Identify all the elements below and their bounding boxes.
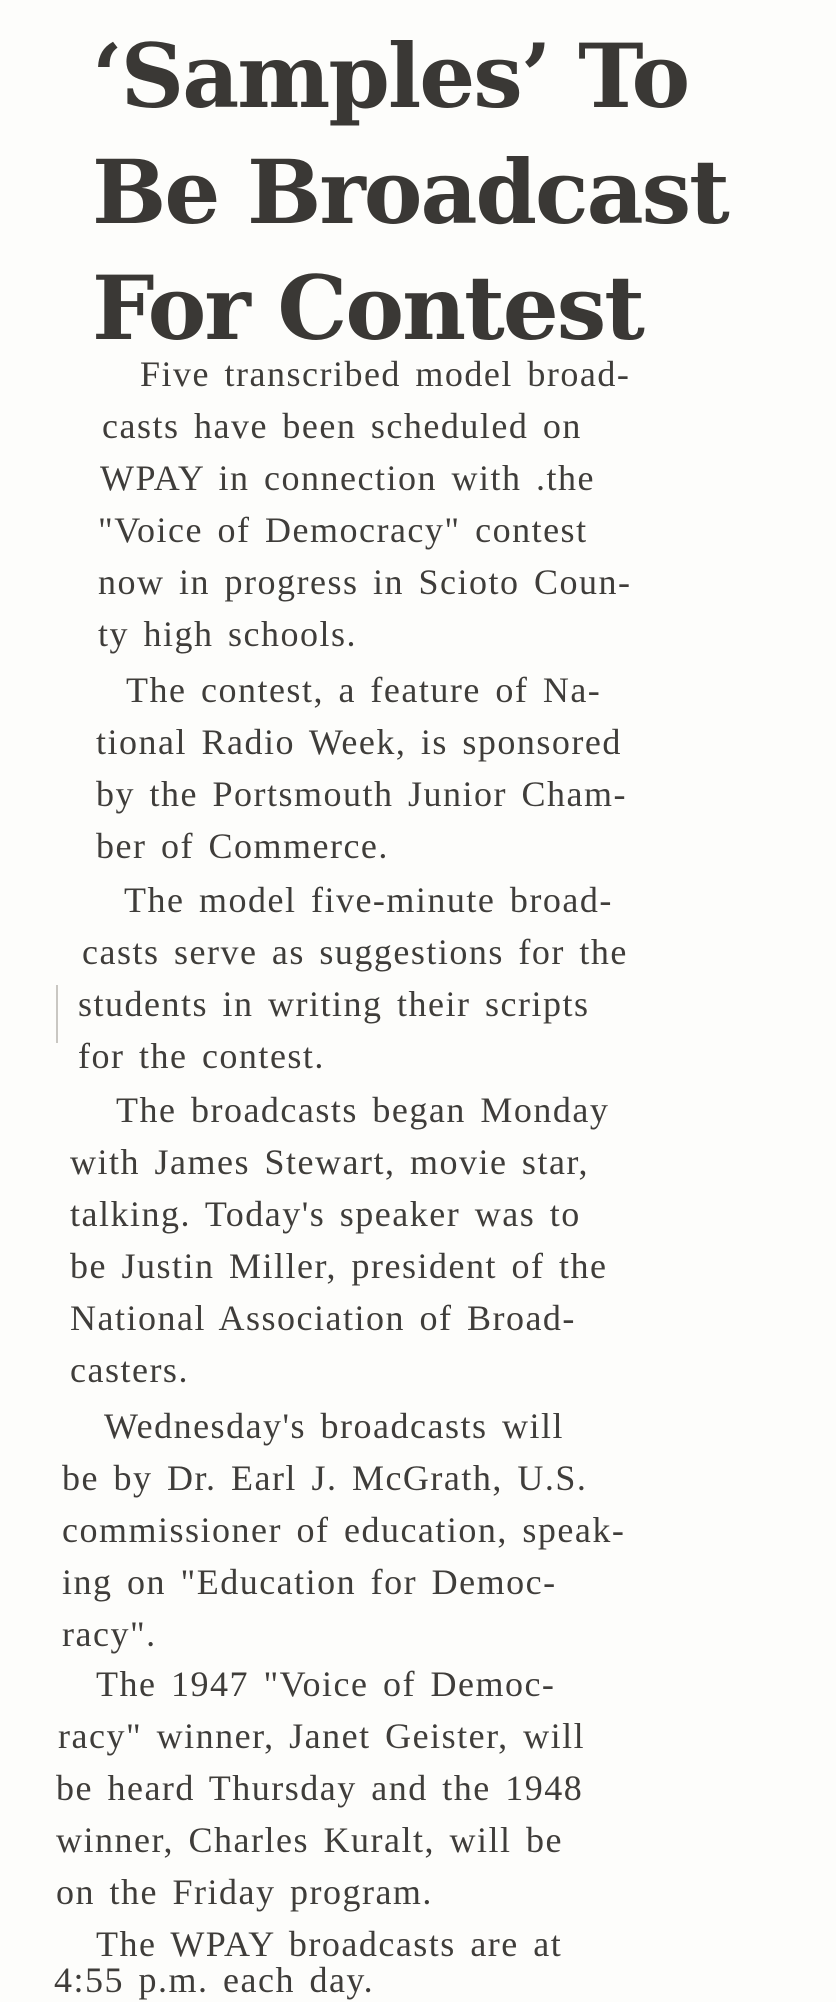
body-line: winner, Charles Kuralt, will be bbox=[56, 1820, 563, 1860]
body-line: be heard Thursday and the 1948 bbox=[56, 1768, 584, 1808]
headline bbox=[92, 18, 728, 366]
body-line: National Association of Broad- bbox=[70, 1298, 576, 1338]
headline-line: For Contest bbox=[92, 256, 643, 360]
body-line: racy" winner, Janet Geister, will bbox=[58, 1716, 586, 1756]
body-line: casts have been scheduled on bbox=[102, 406, 582, 446]
body-line: by the Portsmouth Junior Cham- bbox=[96, 774, 627, 814]
body-line: The WPAY broadcasts are at bbox=[96, 1924, 563, 1964]
body-line: students in writing their scripts bbox=[78, 984, 590, 1024]
body-line: talking. Today's speaker was to bbox=[70, 1194, 581, 1234]
body-line: be by Dr. Earl J. McGrath, U.S. bbox=[62, 1458, 588, 1498]
body-line: The model five-minute broad- bbox=[124, 880, 613, 920]
body-line: The contest, a feature of Na- bbox=[126, 670, 602, 710]
body-line: 4:55 p.m. each day. bbox=[54, 1960, 375, 2000]
body-line: tional Radio Week, is sponsored bbox=[96, 722, 622, 762]
body-line: commissioner of education, speak- bbox=[62, 1510, 626, 1550]
headline-line: ‘Samples’ To bbox=[92, 24, 689, 128]
body-line: for the contest. bbox=[78, 1036, 325, 1076]
body-line: "Voice of Democracy" contest bbox=[98, 510, 588, 550]
body-line: racy". bbox=[62, 1614, 157, 1654]
body-line: Five transcribed model broad- bbox=[140, 354, 631, 394]
body-line: ing on "Education for Democ- bbox=[62, 1562, 557, 1602]
body-line: ty high schools. bbox=[98, 614, 358, 654]
headline-line: Be Broadcast bbox=[92, 140, 728, 244]
body-line: now in progress in Scioto Coun- bbox=[98, 562, 632, 602]
body-line: casts serve as suggestions for the bbox=[82, 932, 628, 972]
body-line: with James Stewart, movie star, bbox=[70, 1142, 589, 1182]
body-line: Wednesday's broadcasts will bbox=[104, 1406, 564, 1446]
body-line: on the Friday program. bbox=[56, 1872, 433, 1912]
body-line: The 1947 "Voice of Democ- bbox=[96, 1664, 556, 1704]
body-line: casters. bbox=[70, 1350, 189, 1390]
body-line: be Justin Miller, president of the bbox=[70, 1246, 608, 1286]
margin-mark bbox=[56, 985, 58, 1043]
body-line: The broadcasts began Monday bbox=[116, 1090, 610, 1130]
body-line: ber of Commerce. bbox=[96, 826, 389, 866]
body-line: WPAY in connection with .the bbox=[100, 458, 595, 498]
